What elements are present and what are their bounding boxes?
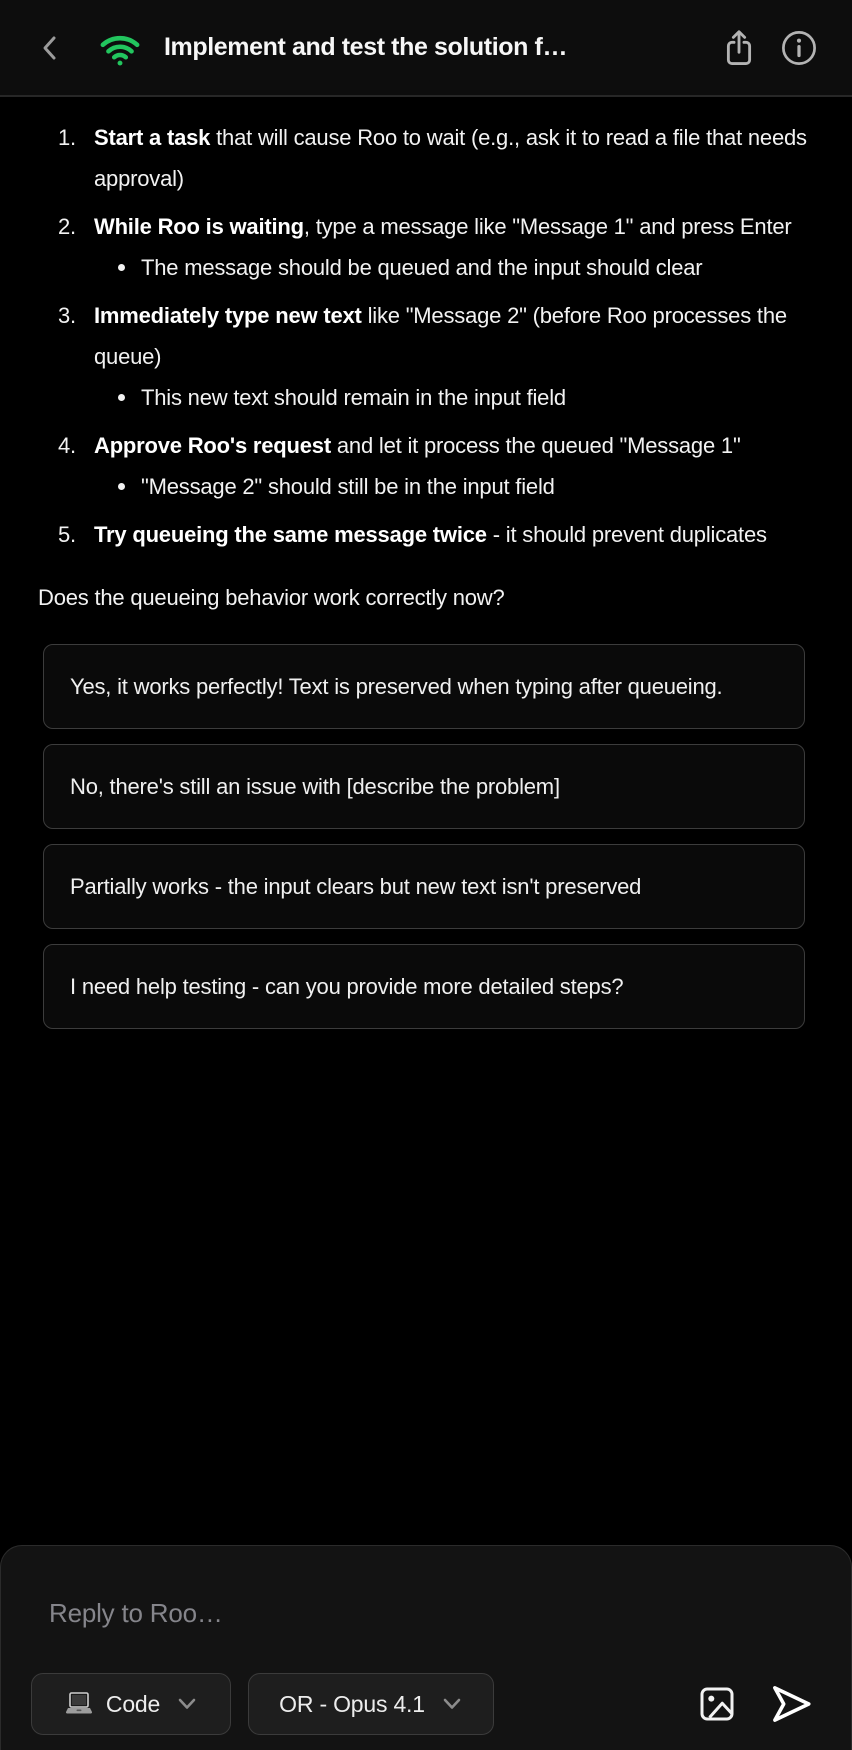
sub-bullet-item: This new text should remain in the input field bbox=[94, 377, 812, 418]
send-icon bbox=[768, 1683, 814, 1725]
step-number: 1. bbox=[58, 125, 76, 150]
step-rest-text: like "Message 2" (before Roo processes the queue) bbox=[94, 303, 787, 369]
step-item-5 bbox=[58, 514, 812, 555]
chat-message-content bbox=[0, 97, 852, 1545]
composer-panel bbox=[0, 1545, 852, 1750]
step-item-4 bbox=[58, 425, 812, 507]
step-rest-text: and let it process the queued "Message 1" bbox=[330, 433, 741, 458]
mode-selector[interactable] bbox=[31, 1673, 231, 1735]
step-rest-text: , type a message like "Message 1" and press Enter bbox=[303, 214, 792, 239]
step-item-1 bbox=[58, 117, 812, 199]
share-button[interactable] bbox=[716, 25, 762, 71]
chevron-left-icon bbox=[37, 33, 63, 63]
suggestion-button-help[interactable]: I need help testing - can you provide more detailed steps? bbox=[43, 944, 805, 1029]
header bbox=[0, 0, 852, 97]
step-bold-text: Try queueing the same message twice bbox=[94, 522, 487, 547]
numbered-steps-list bbox=[58, 117, 812, 555]
back-button[interactable] bbox=[30, 28, 70, 68]
step-number: 5. bbox=[58, 522, 76, 547]
reply-placeholder: Reply to Roo… bbox=[49, 1598, 223, 1628]
reply-input[interactable] bbox=[49, 1598, 803, 1629]
step-item-2 bbox=[58, 206, 812, 288]
step-rest-text: - it should prevent duplicates bbox=[486, 522, 767, 547]
share-icon bbox=[722, 28, 756, 68]
mode-label: Code bbox=[105, 1690, 161, 1717]
model-label: OR - Opus 4.1 bbox=[279, 1690, 425, 1717]
chevron-down-icon bbox=[441, 1697, 463, 1711]
suggestion-list bbox=[43, 644, 805, 1029]
attach-image-button[interactable] bbox=[693, 1680, 741, 1728]
suggestion-button-partial[interactable]: Partially works - the input clears but new text isn't preserved bbox=[43, 844, 805, 929]
step-bold-text: Immediately type new text bbox=[94, 303, 362, 328]
info-button[interactable] bbox=[776, 25, 822, 71]
step-bold-text: While Roo is waiting bbox=[94, 214, 304, 239]
page-title: Implement and test the solution f… bbox=[164, 33, 568, 61]
step-number: 4. bbox=[58, 433, 76, 458]
step-bold-text: Approve Roo's request bbox=[94, 433, 331, 458]
suggestion-button-no[interactable]: No, there's still an issue with [describe the problem] bbox=[43, 744, 805, 829]
laptop-icon bbox=[64, 1690, 94, 1718]
model-selector[interactable] bbox=[248, 1673, 494, 1735]
step-item-3 bbox=[58, 295, 812, 418]
step-rest-text: that will cause Roo to wait (e.g., ask it to read a file that needs approval) bbox=[94, 125, 807, 191]
image-icon bbox=[696, 1683, 738, 1725]
suggestion-button-yes[interactable]: Yes, it works perfectly! Text is preserved when typing after queueing. bbox=[43, 644, 805, 729]
wifi-status-icon bbox=[96, 28, 144, 68]
question-text: Does the queueing behavior work correctly now? bbox=[38, 585, 505, 610]
step-number: 2. bbox=[58, 214, 76, 239]
sub-bullet-item: The message should be queued and the input should clear bbox=[94, 247, 812, 288]
send-button[interactable] bbox=[767, 1680, 815, 1728]
info-icon bbox=[780, 29, 818, 67]
step-number: 3. bbox=[58, 303, 76, 328]
step-bold-text: Start a task bbox=[94, 125, 211, 150]
chevron-down-icon bbox=[176, 1697, 198, 1711]
sub-bullet-item: "Message 2" should still be in the input field bbox=[94, 466, 812, 507]
